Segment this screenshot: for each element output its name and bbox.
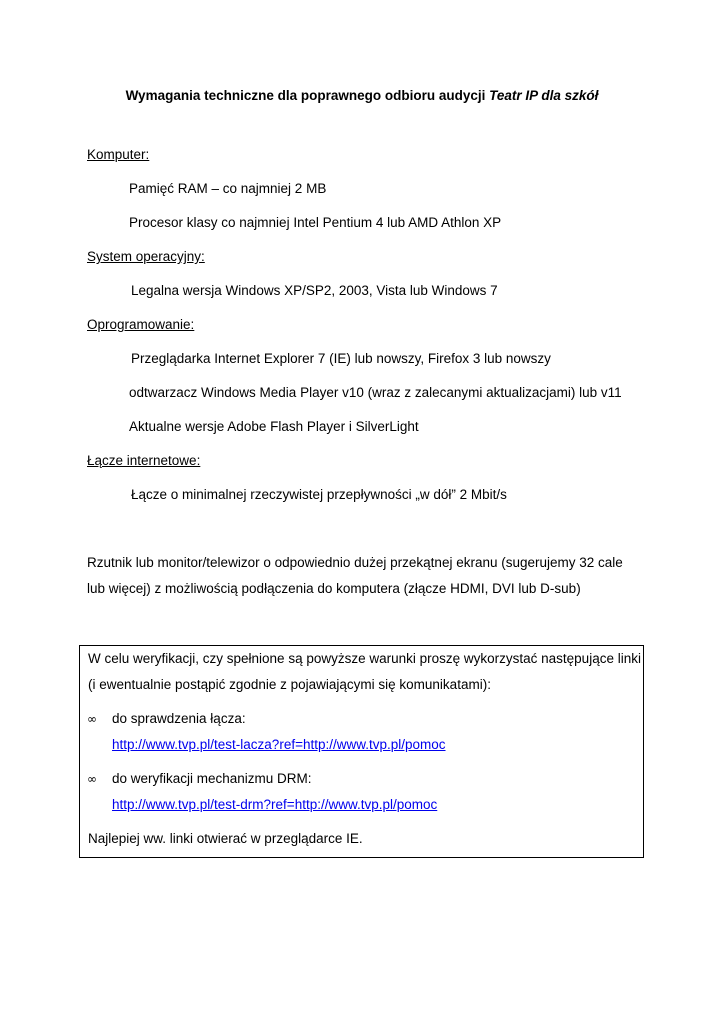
verify-item-label-2: do weryfikacji mechanizmu DRM: <box>112 771 312 786</box>
software-player: odtwarzacz Windows Media Player v10 (wraz z zalecanymi aktualizacjami) lub v11 <box>129 385 622 400</box>
display-line-1: Rzutnik lub monitor/telewizor o odpowiednio dużej przekątnej ekranu (sugerujemy 32 cale <box>87 555 623 570</box>
computer-ram: Pamięć RAM – co najmniej 2 MB <box>129 181 327 196</box>
verify-item-label-1: do sprawdzenia łącza: <box>112 711 246 726</box>
title-italic: Teatr IP dla szkół <box>489 88 599 103</box>
os-item: Legalna wersja Windows XP/SP2, 2003, Vista lub Windows 7 <box>131 283 498 298</box>
os-heading: System operacyjny: <box>87 249 205 264</box>
computer-cpu: Procesor klasy co najmniej Intel Pentium 4 lub AMD Athlon XP <box>129 215 502 230</box>
internet-item: Łącze o minimalnej rzeczywistej przepływności „w dół” 2 Mbit/s <box>131 487 507 502</box>
computer-heading: Komputer: <box>87 147 150 162</box>
verify-note: Najlepiej ww. linki otwierać w przeglądarce IE. <box>88 831 363 846</box>
internet-heading: Łącze internetowe: <box>87 453 201 468</box>
software-flash: Aktualne wersje Adobe Flash Player i SilverLight <box>129 419 419 434</box>
verification-box <box>79 645 644 858</box>
verify-intro-1: W celu weryfikacji, czy spełnione są powyższe warunki proszę wykorzystać następujące linki <box>88 651 641 666</box>
infinity-bullet-icon: ∞ <box>87 712 97 726</box>
software-heading: Oprogramowanie: <box>87 317 195 332</box>
verify-intro-2: (i ewentualnie postąpić zgodnie z pojawiającymi się komunikatami): <box>88 677 491 692</box>
document-title <box>0 88 724 103</box>
display-line-2: lub więcej) z możliwością podłączenia do komputera (złącze HDMI, DVI lub D-sub) <box>87 581 581 596</box>
infinity-bullet-icon: ∞ <box>87 772 97 786</box>
title-main: Wymagania techniczne dla poprawnego odbioru audycji <box>125 88 486 103</box>
software-browser: Przeglądarka Internet Explorer 7 (IE) lub nowszy, Firefox 3 lub nowszy <box>131 351 551 366</box>
link-test-lacza[interactable]: http://www.tvp.pl/test-lacza?ref=http://www.tvp.pl/pomoc <box>112 737 446 752</box>
link-test-drm[interactable]: http://www.tvp.pl/test-drm?ref=http://www.tvp.pl/pomoc <box>112 797 438 812</box>
